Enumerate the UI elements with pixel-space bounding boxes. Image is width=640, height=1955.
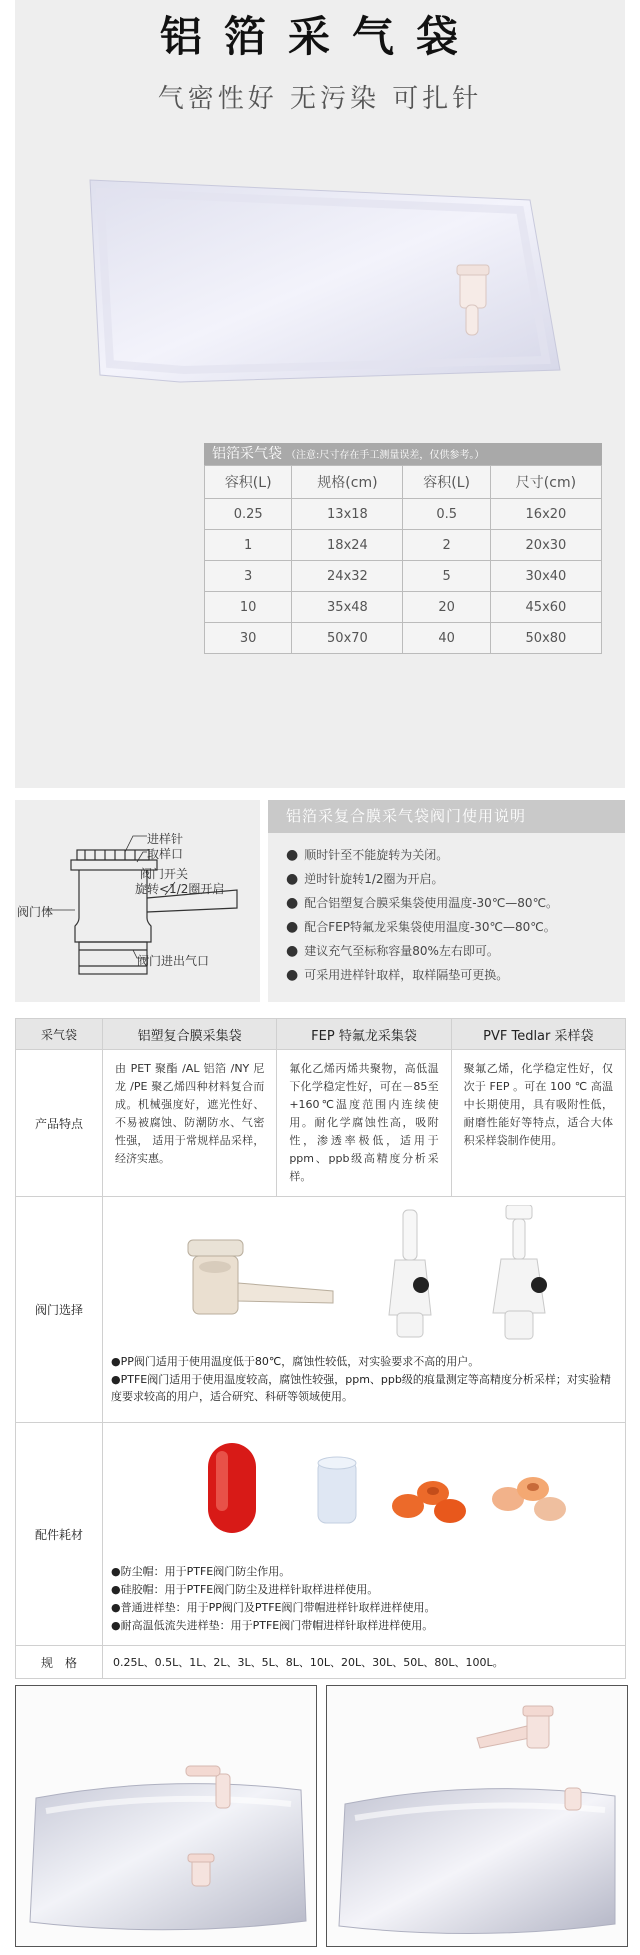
row-label: 产品特点 xyxy=(16,1050,103,1196)
table-cell: 20 xyxy=(403,592,490,623)
table-cell: 16x20 xyxy=(490,499,601,530)
filled-bag-image xyxy=(16,1686,316,1946)
label-body: 阀门体 xyxy=(17,905,54,919)
table-cell: 5 xyxy=(403,561,490,592)
usage-instructions xyxy=(268,800,625,1002)
accessories-cell xyxy=(103,1423,625,1645)
table-cell: 0.25 xyxy=(205,499,292,530)
valve-cell xyxy=(103,1197,625,1422)
accessory-note-high-temp-septum: ●耐高温低流失进样垫：用于PTFE阀门带帽进样针取样进样使用。 xyxy=(111,1619,434,1632)
col-header: PVF Tedlar 采样袋 xyxy=(483,1028,594,1044)
valve-row xyxy=(16,1197,625,1423)
table-cell: 45x60 xyxy=(490,592,601,623)
ptfe-valve-icon xyxy=(389,1210,431,1337)
table-cell: 50x70 xyxy=(292,623,403,654)
table-cell: 24x32 xyxy=(292,561,403,592)
accessories-image xyxy=(188,1431,608,1561)
silicone-cap-icon xyxy=(318,1457,356,1523)
col-header: 容积(L) xyxy=(403,466,490,499)
list-item: ● 可采用进样针取样，取样隔垫可更换。 xyxy=(286,963,625,987)
valve-icon xyxy=(188,1854,214,1886)
instructions-title: 铝箔采复合膜采气袋阀门使用说明 xyxy=(268,800,625,833)
spec-table-header xyxy=(204,443,602,465)
list-item: ● 逆时针旋转1/2圈为开启。 xyxy=(286,867,625,891)
spec-table xyxy=(204,443,602,654)
row-label: 阀门选择 xyxy=(16,1197,103,1422)
valve-diagram-drawing xyxy=(15,800,260,1002)
list-item: ● 配合铝塑复合膜采集袋使用温度-30℃—80℃。 xyxy=(286,891,625,915)
table-cell: 30 xyxy=(205,623,292,654)
spec-values: 0.25L、0.5L、1L、2L、3L、5L、8L、10L、20L、30L、50L、80L、100L。 xyxy=(113,1656,504,1669)
label-valve-switch: 阀门开关 xyxy=(140,867,189,881)
table-cell: 13x18 xyxy=(292,499,403,530)
feature-pvf: 聚氟乙烯，化学稳定性好，仅次于 FEP 。可在 100 ℃ 高温中长期使用，具有吸附性低，耐磨性能好等特点，适合大体积采样袋制作使用。 xyxy=(463,1062,613,1147)
spec-row xyxy=(16,1646,625,1678)
ptfe-capped-valve-icon xyxy=(493,1205,547,1339)
col-header: 尺寸(cm) xyxy=(490,466,601,499)
filled-bag-with-valve-image xyxy=(327,1686,627,1946)
table-row xyxy=(205,623,602,654)
accessory-note-septum: ●普通进样垫：用于PP阀门及PTFE阀门带帽进样针取样进样使用。 xyxy=(111,1601,436,1614)
page-subtitle: 气密性好 无污染 可扎针 xyxy=(157,84,483,114)
dust-cap-icon xyxy=(208,1443,256,1533)
table-cell: 18x24 xyxy=(292,530,403,561)
list-item: ● 建议充气至标称容量80%左右即可。 xyxy=(286,939,625,963)
feature-aluminum: 由 PET 聚酯 /AL 铝箔 /NY 尼龙 /PE 聚乙烯四种材料复合而成。机械强度好，遮光性好、不易被腐蚀、防潮防水、气密性强， 适用于常规样品采样， 经济实惠。 xyxy=(103,1050,277,1196)
comparison-table xyxy=(15,1018,626,1679)
col-header: FEP 特氟龙采集袋 xyxy=(277,1019,451,1049)
features-row xyxy=(16,1050,625,1197)
table-row xyxy=(205,592,602,623)
high-temp-septum-icon xyxy=(492,1477,566,1521)
label-inlet: 阀门进出气口 xyxy=(137,954,210,968)
label-needle: 进样针 xyxy=(147,832,184,846)
list-item: ● 配合FEP特氟龙采集袋使用温度-30℃—80℃。 xyxy=(286,915,625,939)
valve-note-pp: ●PP阀门适用于使用温度低于80℃，腐蚀性较低，对实验要求不高的用户。 xyxy=(111,1355,480,1368)
spec-table-title: 铝箔采气袋 xyxy=(212,446,282,462)
pp-valve-icon xyxy=(188,1240,333,1314)
valve-icon xyxy=(565,1788,581,1810)
accessories-row xyxy=(16,1423,625,1646)
col-header: 容积(L) xyxy=(205,466,292,499)
product-photo-left xyxy=(15,1685,317,1947)
accessory-note-dust-cap: ●防尘帽：用于PTFE阀门防尘作用。 xyxy=(111,1565,291,1578)
row-label: 配件耗材 xyxy=(16,1423,103,1645)
col-header: 规格(cm) xyxy=(292,466,403,499)
table-cell: 0.5 xyxy=(403,499,490,530)
product-photo-right xyxy=(326,1685,628,1947)
table-row xyxy=(205,561,602,592)
page-title: 铝箔采气袋 xyxy=(159,12,480,61)
label-switch-hint: 旋转<1/2圈开启 xyxy=(135,882,225,896)
table-cell: 3 xyxy=(205,561,292,592)
valve-diagram xyxy=(15,800,260,1002)
comparison-header-row xyxy=(16,1019,625,1050)
valve-products-image xyxy=(183,1205,583,1345)
detached-valve-icon xyxy=(477,1706,553,1748)
foil-bag-image xyxy=(60,170,580,410)
col-header: 采气袋 xyxy=(16,1019,103,1049)
spec-table-note: （注意:尺寸存在手工测量误差，仅供参考。） xyxy=(286,450,485,461)
table-row xyxy=(205,530,602,561)
table-row xyxy=(205,499,602,530)
accessory-note-silicone-cap: ●硅胶帽：用于PTFE阀门防尘及进样针取样进样使用。 xyxy=(111,1583,379,1596)
list-item: ● 顺时针至不能旋转为关闭。 xyxy=(286,843,625,867)
col-header: 铝塑复合膜采集袋 xyxy=(103,1019,277,1049)
valve-note-ptfe: ●PTFE阀门适用于使用温度较高，腐蚀性较强，ppm、ppb级的痕量测定等高精度分析采样；对实验精度要求较高的用户，适合研究、科研等领域使用。 xyxy=(111,1373,611,1403)
table-cell: 40 xyxy=(403,623,490,654)
table-cell: 2 xyxy=(403,530,490,561)
feature-fep: 氟化乙烯丙烯共聚物，高低温下化学稳定性好，可在－85至+160℃温度范围内连续使用。耐化学腐蚀性高，吸附性，渗透率极低，适用于ppm、ppb级高精度分析采样。 xyxy=(277,1050,451,1196)
row-label: 规 格 xyxy=(16,1646,103,1678)
table-cell: 1 xyxy=(205,530,292,561)
instructions-list xyxy=(286,843,625,987)
spec-header-row xyxy=(205,466,602,499)
table-cell: 30x40 xyxy=(490,561,601,592)
table-cell: 35x48 xyxy=(292,592,403,623)
table-cell: 10 xyxy=(205,592,292,623)
table-cell: 20x30 xyxy=(490,530,601,561)
septum-icon xyxy=(392,1481,466,1523)
label-port: 取样口 xyxy=(147,847,184,861)
table-cell: 50x80 xyxy=(490,623,601,654)
